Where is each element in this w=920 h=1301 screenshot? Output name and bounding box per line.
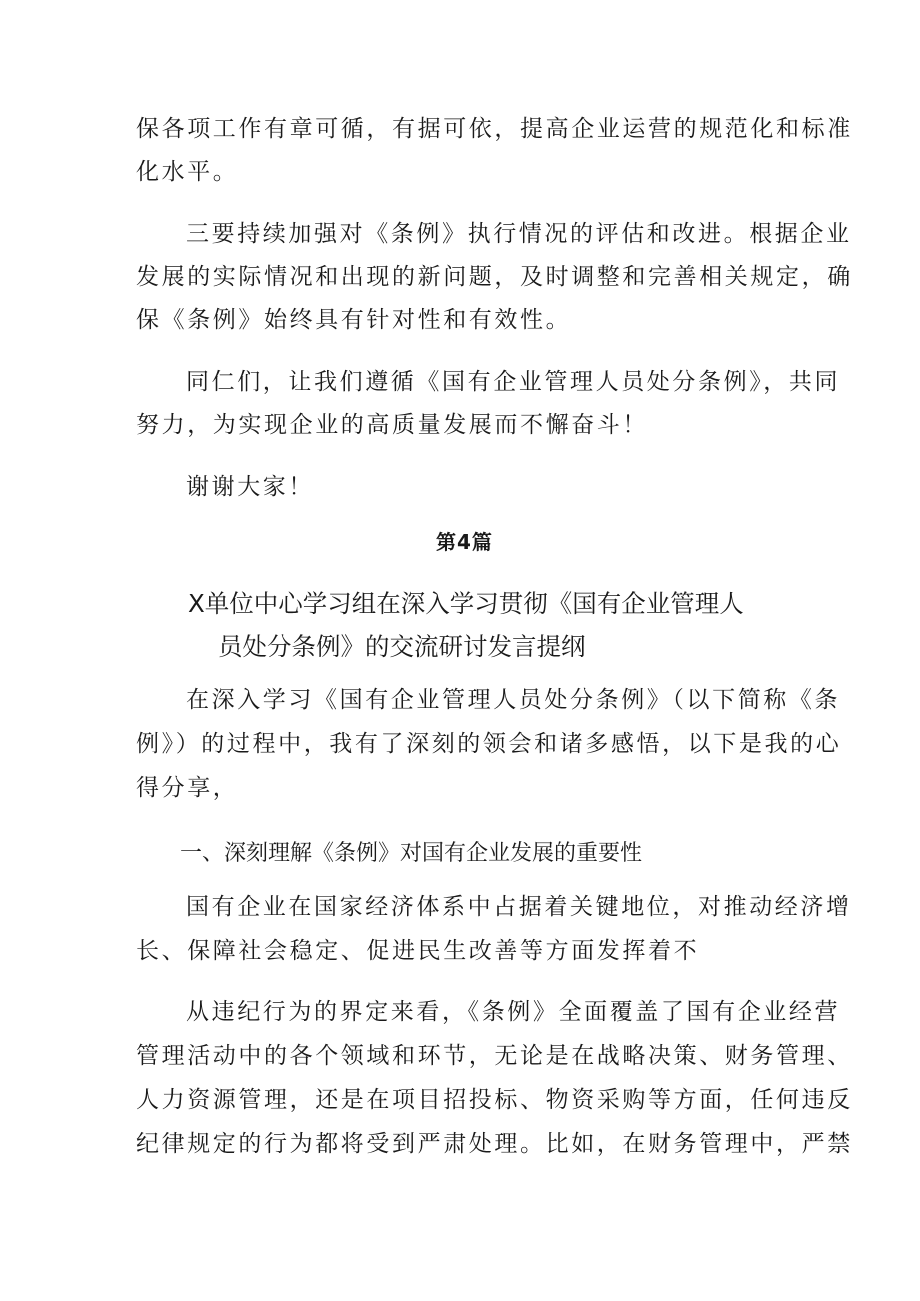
paragraph-line: 努力，为实现企业的高质量发展而不懈奋斗！ [136,412,648,438]
closing-line: 谢谢大家！ [186,474,314,500]
document-title: 员处分条例》的交流研讨发言提纲 [218,632,586,661]
paragraph-line: 发展的实际情况和出现的新问题，及时调整和完善相关规定，确 [136,264,853,290]
paragraph-line: 保各项工作有章可循，有据可依，提高企业运营的规范化和标准 [136,116,853,142]
section-heading: 一、深刻理解《条例》对国有企业发展的重要性 [180,841,643,866]
document-title: X单位中心学习组在深入学习贯彻《国有企业管理人 [188,589,744,618]
paragraph-line: 同仁们，让我们遵循《国有企业管理人员处分条例》，共同 [186,369,841,395]
paragraph-line: 管理活动中的各个领域和环节，无论是在战略决策、财务管理、 [136,1043,853,1069]
paragraph-line: 三要持续加强对《条例》执行情况的评估和改进。根据企业 [186,221,852,247]
paragraph-line: 长、保障社会稳定、促进民生改善等方面发挥着不 [136,938,700,964]
paragraph-line: 保《条例》始终具有针对性和有效性。 [136,307,572,333]
paragraph-line: 纪律规定的行为都将受到严肃处理。比如，在财务管理中，严禁 [136,1131,853,1157]
paragraph-line: 国有企业在国家经济体系中占据着关键地位，对推动经济增 [186,894,852,920]
paragraph-line: 化水平。 [136,159,239,185]
paragraph-line: 从违纪行为的界定来看，《条例》全面覆盖了国有企业经营 [186,999,841,1025]
chapter-heading: 第4篇 [436,530,493,554]
paragraph-line: 人力资源管理，还是在项目招投标、物资采购等方面，任何违反 [136,1087,853,1113]
paragraph-line: 得分享， [136,775,239,801]
paragraph-line: 例》）的过程中，我有了深刻的领会和诸多感悟，以下是我的心 [136,731,842,757]
paragraph-line: 在深入学习《国有企业管理人员处分条例》（以下简称《条 [186,687,841,713]
